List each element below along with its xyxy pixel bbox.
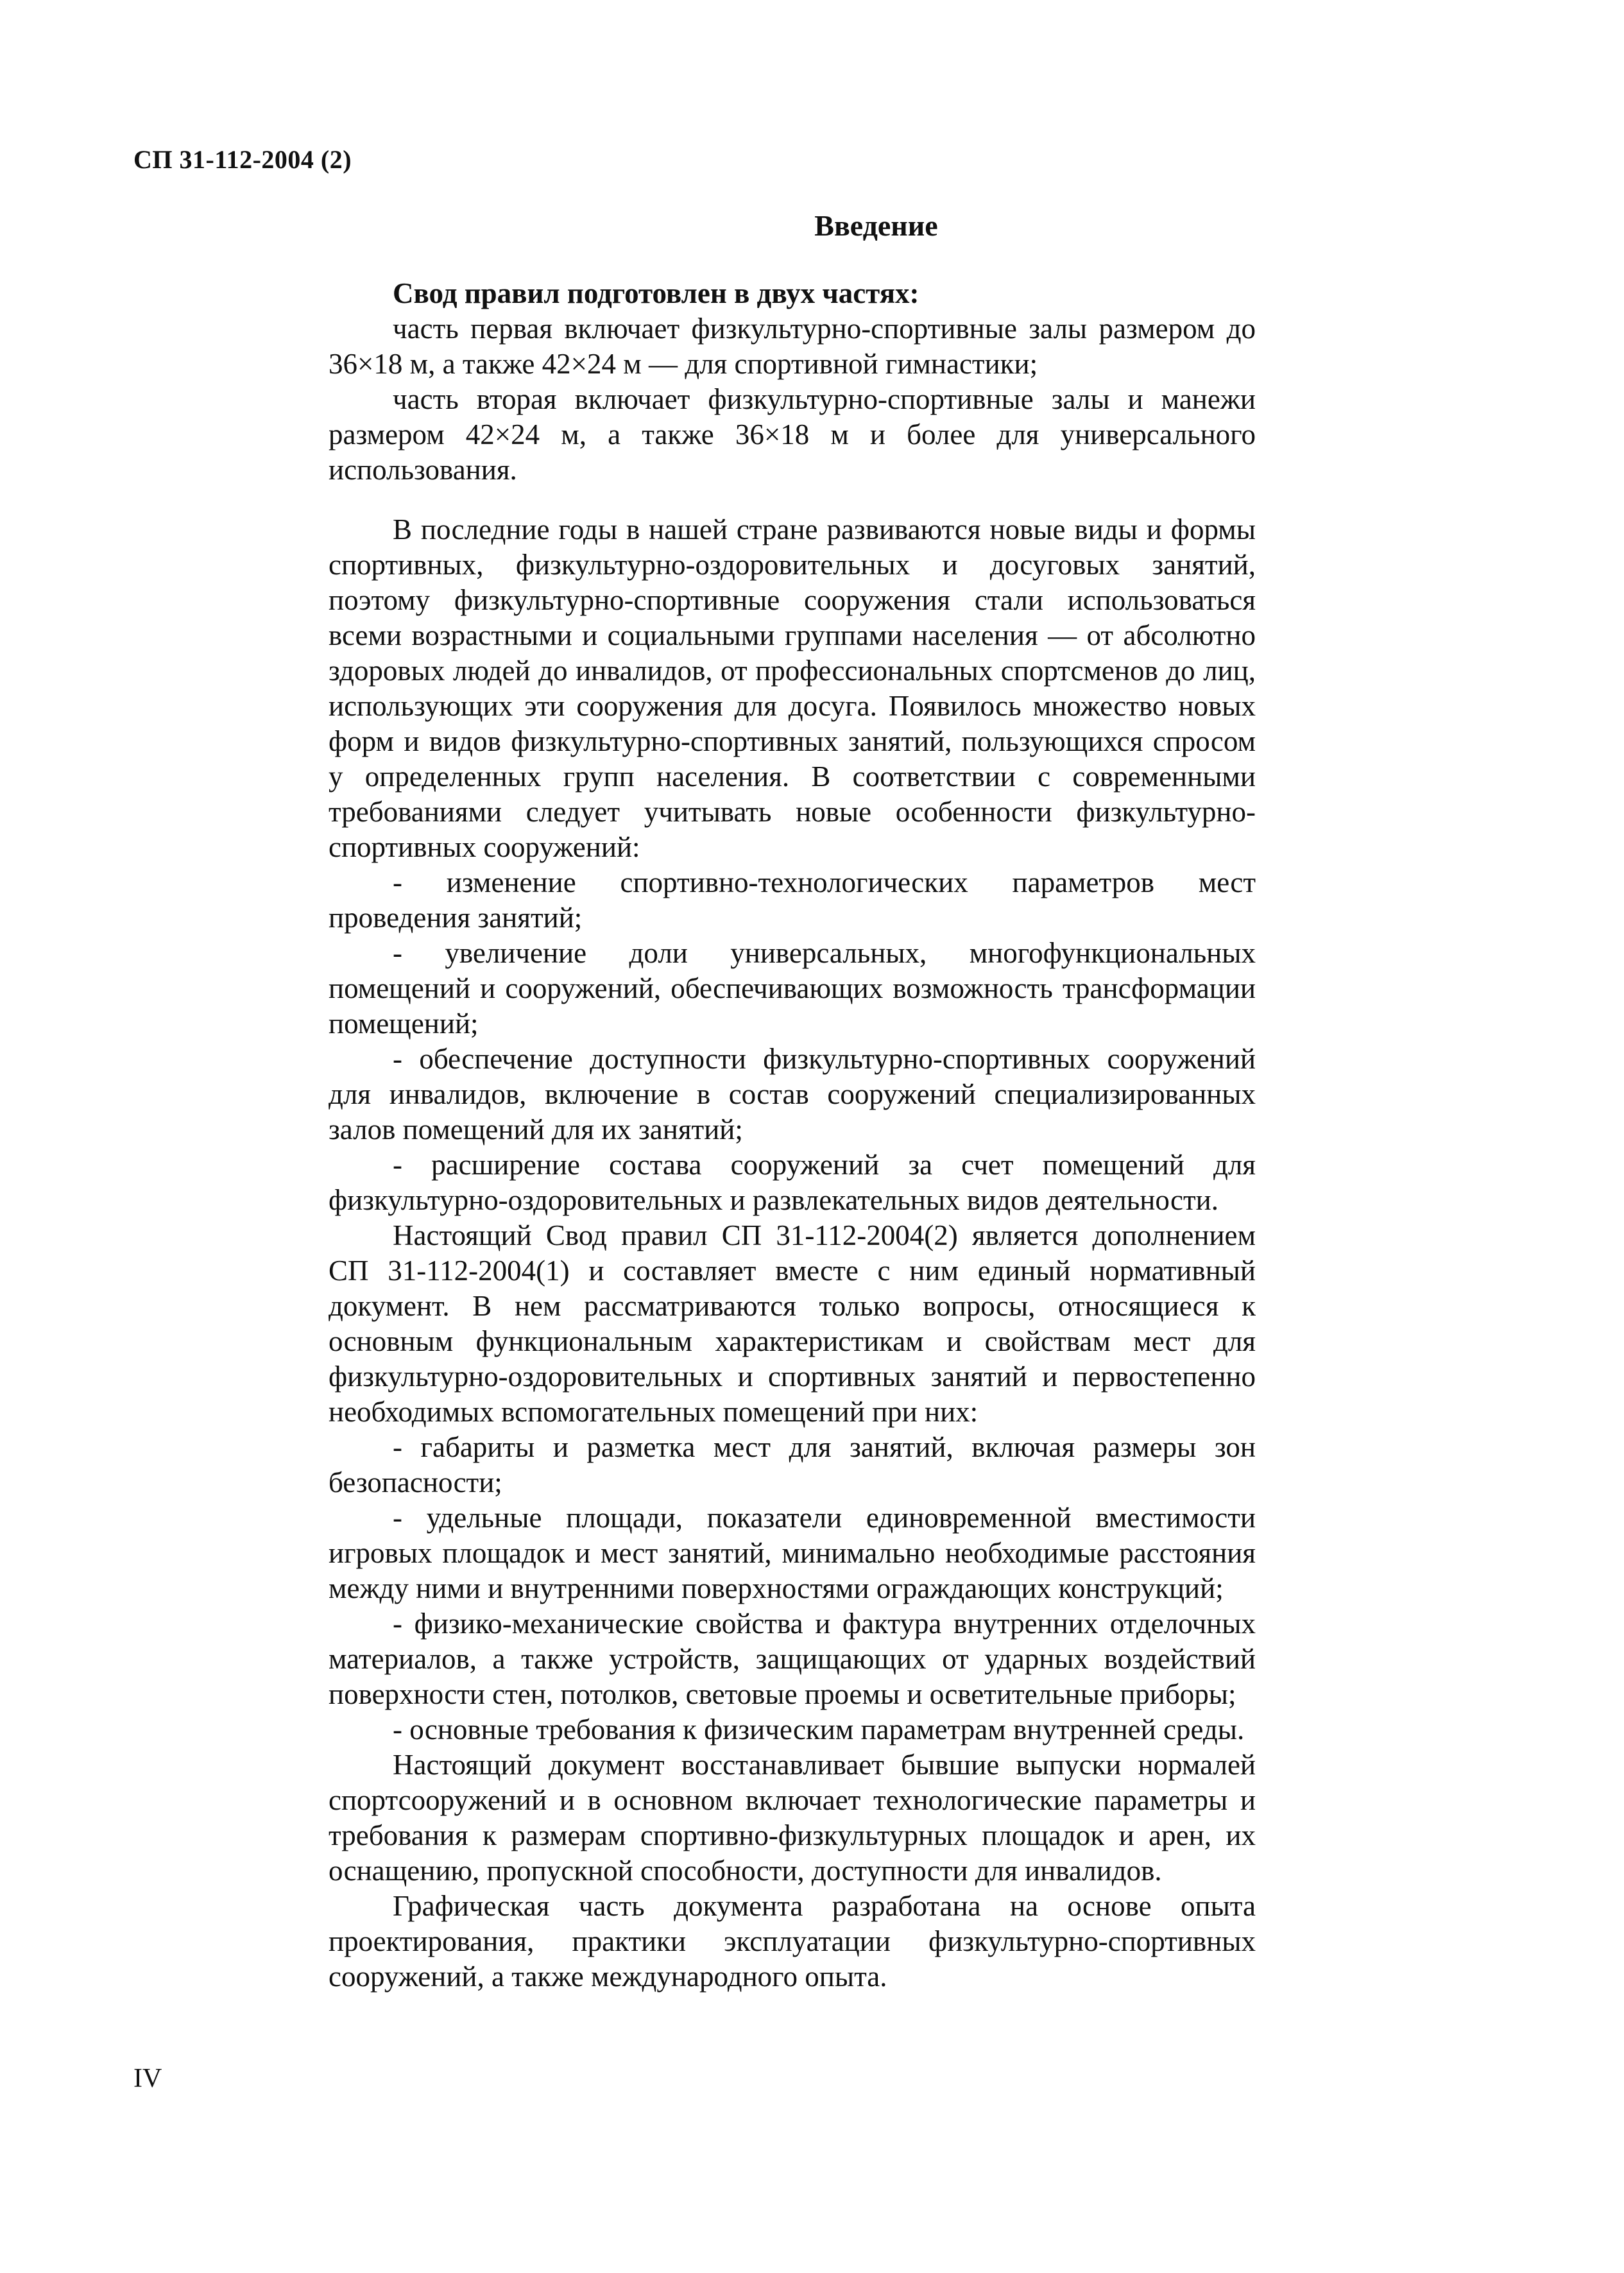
paragraph-graphics: Графическая часть документа разработана на основе опыта проектирования, практики эксплуатации физкультурно-спортивных сооружений, а также международного опыта. bbox=[329, 1890, 1256, 1993]
document-body bbox=[329, 276, 1256, 1994]
paragraph-intro-lead: Свод правил подготовлен в двух частях: bbox=[393, 277, 919, 309]
page-title: Введение bbox=[814, 209, 938, 242]
paragraph-part-one: часть первая включает физкультурно-спортивные залы размером до 36×18 м, а также 42×24 м — для спортивной гимнастики; bbox=[329, 313, 1256, 380]
list-item-scope-2: - удельные площади, показатели единовременной вместимости игровых площадок и мест занятий, минимально необходимые расстояния между ними и внутренними поверхностями ограждающих конструкций; bbox=[329, 1502, 1256, 1604]
list-item-feature-3: - обеспечение доступности физкультурно-спортивных сооружений для инвалидов, включение в состав сооружений специализированных залов помещений для их занятий; bbox=[329, 1043, 1256, 1145]
list-item-feature-1: - изменение спортивно-технологических параметров мест проведения занятий; bbox=[329, 866, 1256, 934]
paragraph-part-two: часть вторая включает физкультурно-спортивные залы и манежи размером 42×24 м, а также 36×18 м и более для универсального использования. bbox=[329, 383, 1256, 486]
list-item-feature-2: - увеличение доли универсальных, многофункциональных помещений и сооружений, обеспечивающих возможность трансформации помещений; bbox=[329, 937, 1256, 1040]
page-number: IV bbox=[133, 2064, 162, 2093]
list-item-scope-3: - физико-механические свойства и фактура внутренних отделочных материалов, а также устройств, защищающих от ударных воздействий поверхности стен, потолков, световые проемы и осветительные приборы; bbox=[329, 1608, 1256, 1710]
paragraph-restores: Настоящий документ восстанавливает бывшие выпуски нормалей спортсооружений и в основном включает технологические параметры и требования к размерам спортивно-физкультурных площадок и арен, их оснащению, пропускной способности, доступности для инвалидов. bbox=[329, 1749, 1256, 1887]
list-item-feature-4: - расширение состава сооружений за счет помещений для физкультурно-оздоровительных и развлекательных видов деятельности. bbox=[329, 1149, 1256, 1216]
document-code: СП 31-112-2004 (2) bbox=[133, 145, 352, 174]
paragraph-recent-years: В последние годы в нашей стране развиваются новые виды и формы спортивных, физкультурно-оздоровительных и досуговых занятий, поэтому физкультурно-спортивные сооружения стали использоваться всеми возрастными и социальными группами населения — от абсолютно здоровых людей до инвалидов, от профессиональных спортсменов до лиц, использующих эти сооружения для досуга. Появилось множество новых форм и видов физкультурно-спортивных занятий, пользующихся спросом у определенных групп населения. В соответствии с современными требованиями следует учитывать новые особенности физкультурно-спортивных сооружений: bbox=[329, 513, 1256, 863]
list-item-scope-1: - габариты и разметка мест для занятий, включая размеры зон безопасности; bbox=[329, 1431, 1256, 1498]
list-item-scope-4: - основные требования к физическим параметрам внутренней среды. bbox=[393, 1713, 1245, 1745]
paragraph-scope: Настоящий Свод правил СП 31-112-2004(2) является дополнением СП 31-112-2004(1) и составляет вместе с ним единый нормативный документ. В нем рассматриваются только вопросы, относящиеся к основным функциональным характеристикам и свойствам мест для физкультурно-оздоровительных и спортивных занятий и первостепенно необходимых вспомогательных помещений при них: bbox=[329, 1219, 1256, 1428]
